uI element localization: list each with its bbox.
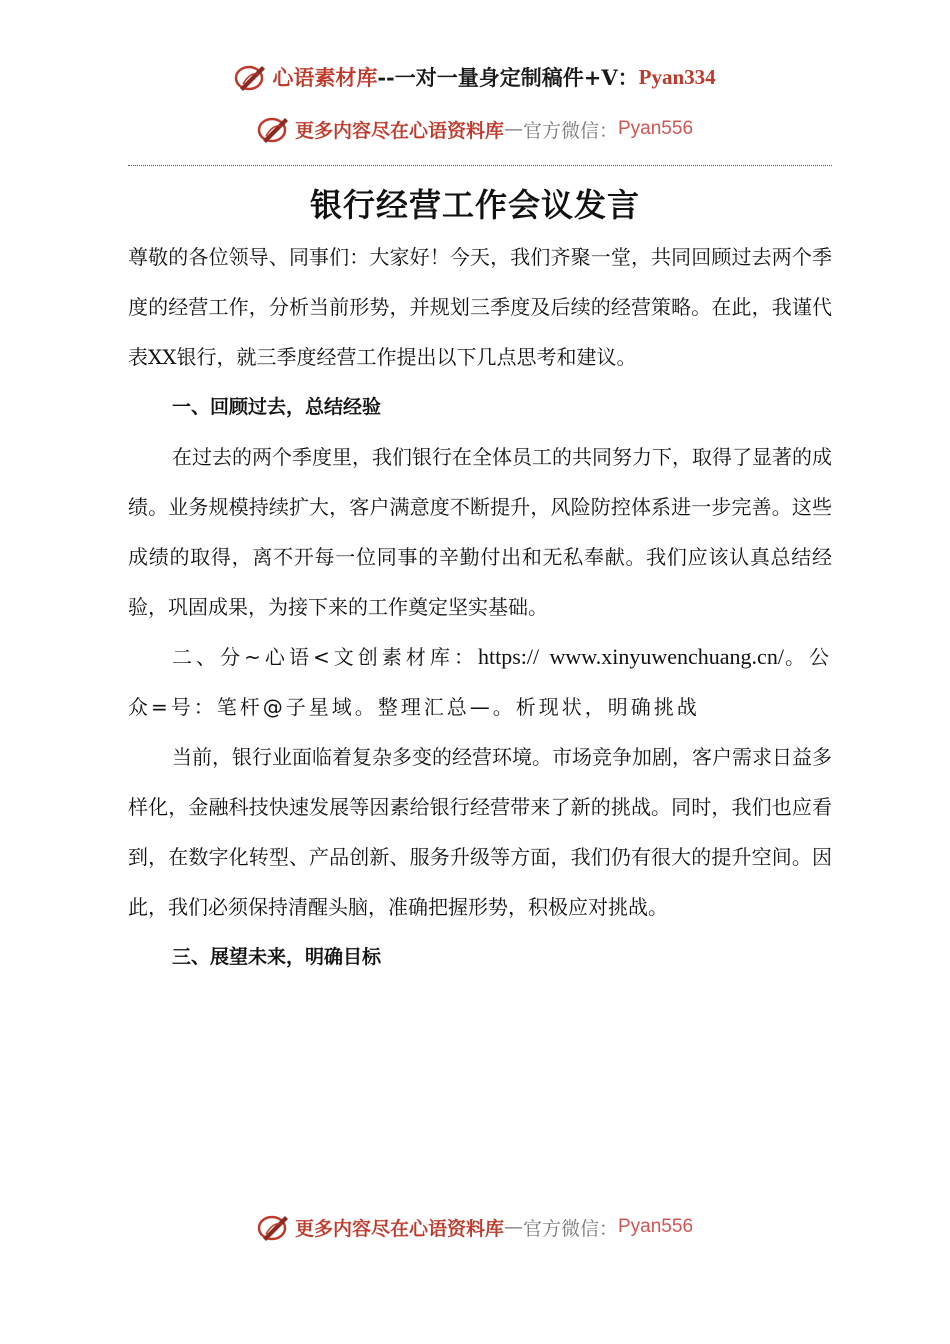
header-slogan: 一对一量身定制稿件+V： — [394, 65, 639, 90]
header-separator: -- — [377, 64, 395, 90]
section2-heading — [128, 632, 832, 732]
header-watermark — [0, 114, 950, 144]
footer-watermark-label: 官方微信： — [522, 1217, 618, 1240]
pen-logo-icon — [234, 62, 268, 92]
section1-heading: 一、回顾过去，总结经验 — [172, 396, 382, 418]
section3-heading: 三、展望未来，明确目标 — [172, 946, 382, 968]
header-brand: 心语素材库 — [272, 65, 378, 90]
footer-watermark-prefix: 更多内容尽在心语资料库 — [294, 1217, 504, 1240]
footer-watermark — [0, 1212, 950, 1242]
pen-logo-icon — [257, 1212, 291, 1242]
header-divider — [128, 165, 832, 166]
section2-url-part2: www.xinyuwenchuang.cn/ — [549, 644, 784, 669]
section2-url-part1: https:// — [478, 644, 540, 669]
section1-paragraph: 在过去的两个季度里，我们银行在全体员工的共同努力下，取得了显著的成绩。业务规模持续扩大，客户满意度不断提升，风险防控体系进一步完善。这些成绩的取得，离不开每一位同事的辛勤付出和无私奉献。我们应该认真总结经验，巩固成果，为接下来的工作奠定坚实基础。 — [128, 445, 832, 619]
footer-watermark-contact: Pyan556 — [618, 1216, 694, 1237]
header-banner — [0, 62, 950, 92]
watermark-dash: — — [503, 118, 523, 140]
watermark-prefix: 更多内容尽在心语资料库 — [294, 119, 504, 142]
pen-logo-icon — [257, 114, 291, 144]
section2-heading-part1: 二、分~心语<文创素材库： — [172, 645, 478, 669]
footer-watermark-dash: — — [503, 1216, 523, 1238]
section2-paragraph: 当前，银行业面临着复杂多变的经营环境。市场竞争加剧，客户需求日益多样化，金融科技快速发展等因素给银行经营带来了新的挑战。同时，我们也应看到，在数字化转型、产品创新、服务升级等方面，我们仍有很大的提升空间。因此，我们必须保持清醒头脑，准确把握形势，积极应对挑战。 — [128, 745, 832, 919]
watermark-label: 官方微信： — [522, 119, 618, 142]
header-contact: Pyan334 — [638, 64, 716, 89]
document-body — [128, 232, 832, 982]
intro-paragraph: 尊敬的各位领导、同事们：大家好！今天，我们齐聚一堂，共同回顾过去两个季度的经营工作，分析当前形势，并规划三季度及后续的经营策略。在此，我谨代表XX银行，就三季度经营工作提出以下几点思考和建议。 — [128, 245, 832, 369]
document-title: 银行经营工作会议发言 — [309, 186, 640, 224]
section2-heading-part2: 。公众=号：笔杆@子星域。整理汇总—。析现状，明确挑战 — [128, 645, 833, 719]
watermark-contact: Pyan556 — [618, 118, 694, 139]
